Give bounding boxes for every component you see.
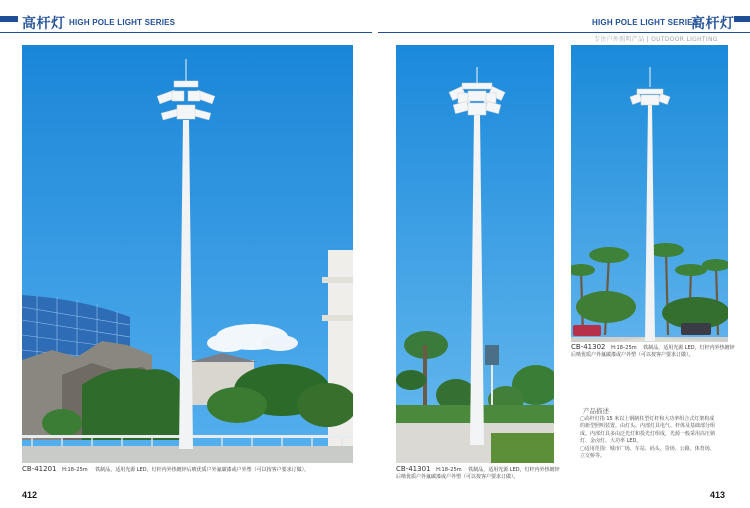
description-line: 立交桥等。 [580, 453, 606, 460]
caption-cb41201 [22, 466, 309, 474]
caption-desc: 铁制品，适用光源 LED，灯杆内外热镀锌后喷优质户外氟碳漆或户外塑（可以按客户要求订做）。 [95, 467, 310, 473]
caption-desc: 铁制品，适用光源 LED，灯杆内外热镀锌 [643, 345, 735, 351]
description-line: 灯、金卤灯、大功率 LED。 [580, 438, 642, 445]
product-photo-cb41201 [22, 45, 353, 463]
caption-cb41302 [571, 344, 735, 359]
photo-illustration [571, 45, 728, 342]
right-header-title-zh: 高杆灯 [691, 16, 735, 32]
description-line: 成。内部灯具多由泛光灯和投光灯组成，光源一般采用高压钠 [580, 430, 716, 437]
page-number-right: 413 [710, 490, 726, 500]
right-header-accent-bar [734, 16, 750, 22]
left-header-title-zh: 高杆灯 [22, 16, 66, 32]
caption-cb41301 [396, 466, 560, 481]
caption-model: CB-41201 [22, 465, 57, 473]
right-header-subtitle: 专注户外照明产品 | OUTDOOR LIGHTING [594, 36, 718, 43]
description-line: 的新型照明装置。由灯头、内部灯具电气、杆体及基础部分组 [580, 423, 716, 430]
description-title: 产品描述 [583, 407, 609, 415]
caption-desc-2: 后喷优质户外氟碳漆或户外塑（可以按客户要求订做）。 [571, 352, 694, 358]
caption-model: CB-41301 [396, 465, 431, 473]
caption-height: H:18–25m [62, 467, 88, 473]
page-number-left: 412 [22, 490, 38, 500]
product-photo-cb41301 [396, 45, 554, 463]
right-header-rule [378, 32, 750, 33]
photo-illustration [22, 45, 353, 463]
caption-desc: 铁制品，适用光源 LED，灯杆内外热镀锌 [468, 467, 560, 473]
caption-model: CB-41302 [571, 343, 606, 351]
caption-height: H:18–25m [611, 345, 637, 351]
left-header-rule [0, 32, 372, 33]
caption-desc-2: 后喷优质户外氟碳漆或户外塑（可以按客户要求订做）。 [396, 474, 519, 480]
description-body [580, 416, 715, 460]
left-header-accent-bar [0, 16, 18, 22]
left-header-title-en: HIGH POLE LIGHT SERIES [69, 18, 176, 27]
description-line: ▢高杆灯指 15 米以上钢制柱型灯杆和大功率组合式灯架构成 [580, 416, 715, 422]
product-photo-cb41302 [571, 45, 728, 342]
right-header-title-en: HIGH POLE LIGHT SERIES [592, 18, 699, 27]
photo-illustration [396, 45, 554, 463]
caption-height: H:18–25m [436, 467, 462, 473]
description-line: ▢适用范围：城市广场、车站、码头、货场、公路、体育场、 [580, 445, 715, 452]
